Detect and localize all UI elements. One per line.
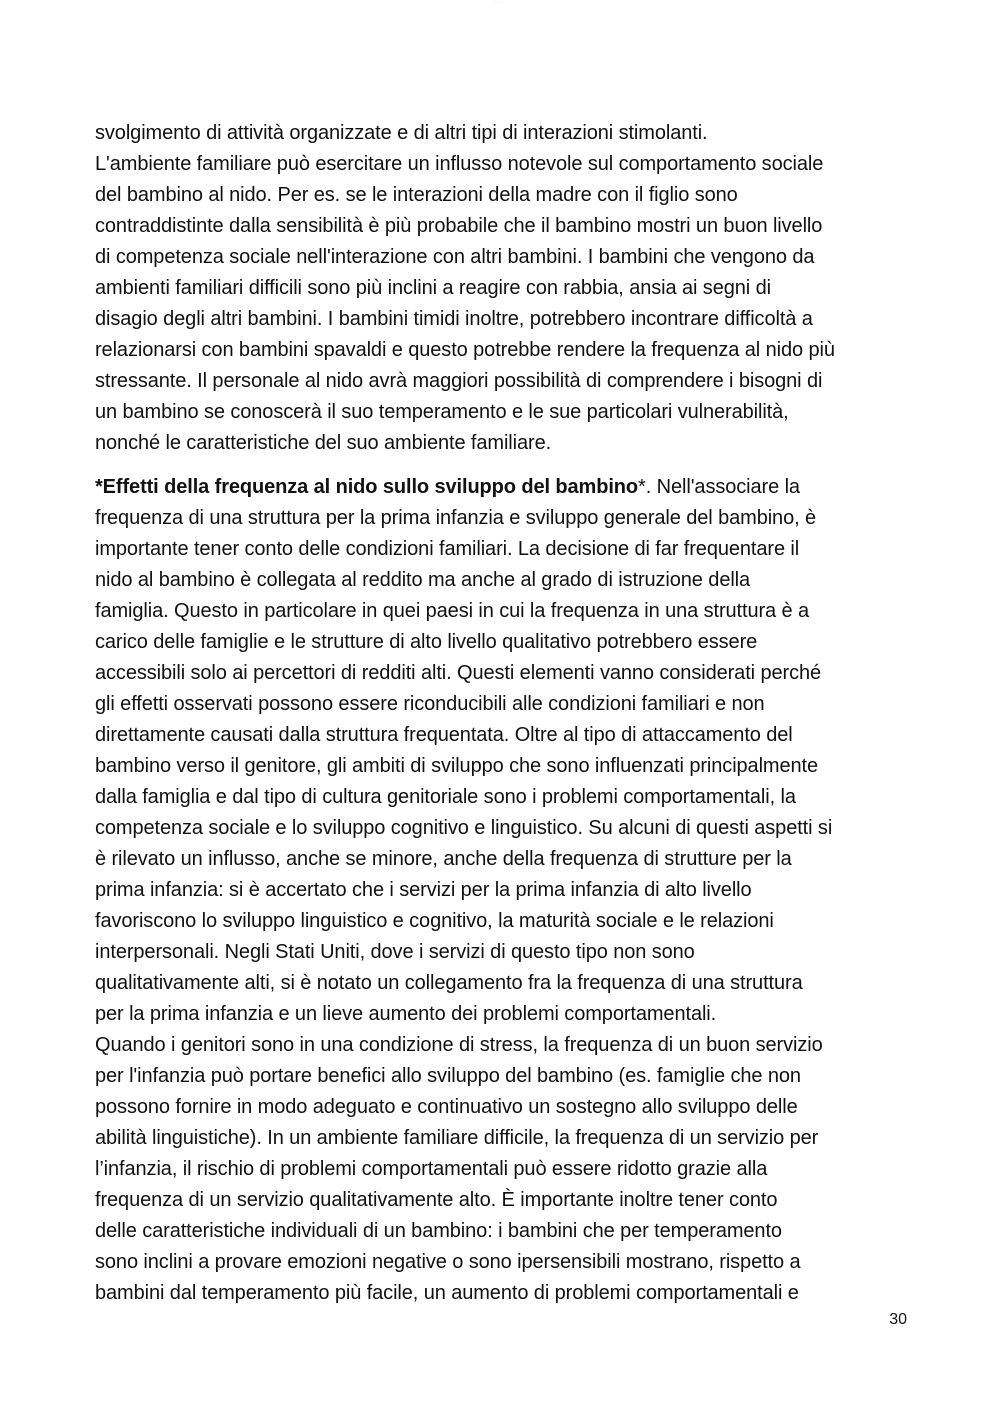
text-line: stressante. Il personale al nido avrà maggiori possibilità di comprendere i bisogni di: [95, 370, 823, 392]
text-line: favoriscono lo sviluppo linguistico e cognitivo, la maturità sociale e le relazioni: [95, 910, 774, 932]
page-body: [95, 118, 913, 1322]
text-line: disagio degli altri bambini. I bambini timidi inoltre, potrebbero incontrare difficoltà a: [95, 308, 813, 330]
section-heading-line: [95, 472, 913, 503]
text-line: del bambino al nido. Per es. se le interazioni della madre con il figlio sono: [95, 184, 738, 206]
text-line: nido al bambino è collegata al reddito ma anche al grado di istruzione della: [95, 569, 751, 591]
paragraph-1: [95, 118, 913, 459]
text-line: L'ambiente familiare può esercitare un influsso notevole sul comportamento sociale: [95, 153, 824, 175]
text-line: interpersonali. Negli Stati Uniti, dove i servizi di questo tipo non sono: [95, 941, 695, 963]
text-line: famiglia. Questo in particolare in quei paesi in cui la frequenza in una struttura è a: [95, 600, 810, 622]
text-line: abilità linguistiche). In un ambiente familiare difficile, la frequenza di un servizio per: [95, 1127, 819, 1149]
text-line: bambino verso il genitore, gli ambiti di sviluppo che sono influenzati principalmente: [95, 755, 819, 777]
text-line: per l'infanzia può portare benefici allo sviluppo del bambino (es. famiglie che non: [95, 1065, 801, 1087]
text-line: l’infanzia, il rischio di problemi comportamentali può essere ridotto grazie alla: [95, 1158, 768, 1180]
text-line: gli effetti osservati possono essere riconducibili alle condizioni familiari e non: [95, 693, 765, 715]
paragraph-2: [95, 472, 913, 1309]
text-line: delle caratteristiche individuali di un bambino: i bambini che per temperamento: [95, 1220, 782, 1242]
text-line: bambini dal temperamento più facile, un aumento di problemi comportamentali e: [95, 1282, 799, 1304]
text-line: accessibili solo ai percettori di redditi alti. Questi elementi vanno considerati perché: [95, 662, 822, 684]
header-mark: ········: [492, 0, 503, 5]
text-line: importante tener conto delle condizioni familiari. La decisione di far frequentare il: [95, 538, 800, 560]
text-line: frequenza di una struttura per la prima infanzia e sviluppo generale del bambino, è: [95, 507, 817, 529]
text-line: è rilevato un influsso, anche se minore, anche della frequenza di strutture per la: [95, 848, 792, 870]
text-line: ambienti familiari difficili sono più inclini a reagire con rabbia, ansia ai segni di: [95, 277, 771, 299]
text-line: per la prima infanzia e un lieve aumento dei problemi comportamentali.: [95, 1003, 717, 1025]
text-line: contraddistinte dalla sensibilità è più probabile che il bambino mostri un buon livello: [95, 215, 823, 237]
section-heading: *Effetti della frequenza al nido sullo sviluppo del bambino: [95, 476, 639, 498]
text-line: nonché le caratteristiche del suo ambiente familiare.: [95, 432, 552, 454]
text-line: un bambino se conoscerà il suo temperamento e le sue particolari vulnerabilità,: [95, 401, 789, 423]
text-line: possono fornire in modo adeguato e continuativo un sostegno allo sviluppo delle: [95, 1096, 798, 1118]
text-line: svolgimento di attività organizzate e di altri tipi di interazioni stimolanti.: [95, 122, 708, 144]
text-line: dalla famiglia e dal tipo di cultura genitoriale sono i problemi comportamentali, la: [95, 786, 796, 808]
text-line: Quando i genitori sono in una condizione di stress, la frequenza di un buon servizio: [95, 1034, 823, 1056]
page-number: 30: [889, 1311, 907, 1328]
text-line: frequenza di un servizio qualitativamente alto. È importante inoltre tener conto: [95, 1189, 778, 1211]
text-line: direttamente causati dalla struttura frequentata. Oltre al tipo di attaccamento del: [95, 724, 793, 746]
text-line: carico delle famiglie e le strutture di alto livello qualitativo potrebbero essere: [95, 631, 758, 653]
text-line: di competenza sociale nell'interazione con altri bambini. I bambini che vengono da: [95, 246, 815, 268]
text-line: sono inclini a provare emozioni negative o sono ipersensibili mostrano, rispetto a: [95, 1251, 801, 1273]
section-heading-tail: *. Nell'associare la: [638, 476, 800, 498]
text-line: competenza sociale e lo sviluppo cognitivo e linguistico. Su alcuni di questi aspetti si: [95, 817, 833, 839]
text-line: prima infanzia: si è accertato che i servizi per la prima infanzia di alto livello: [95, 879, 752, 901]
text-line: qualitativamente alti, si è notato un collegamento fra la frequenza di una struttura: [95, 972, 803, 994]
text-line: relazionarsi con bambini spavaldi e questo potrebbe rendere la frequenza al nido più: [95, 339, 835, 361]
